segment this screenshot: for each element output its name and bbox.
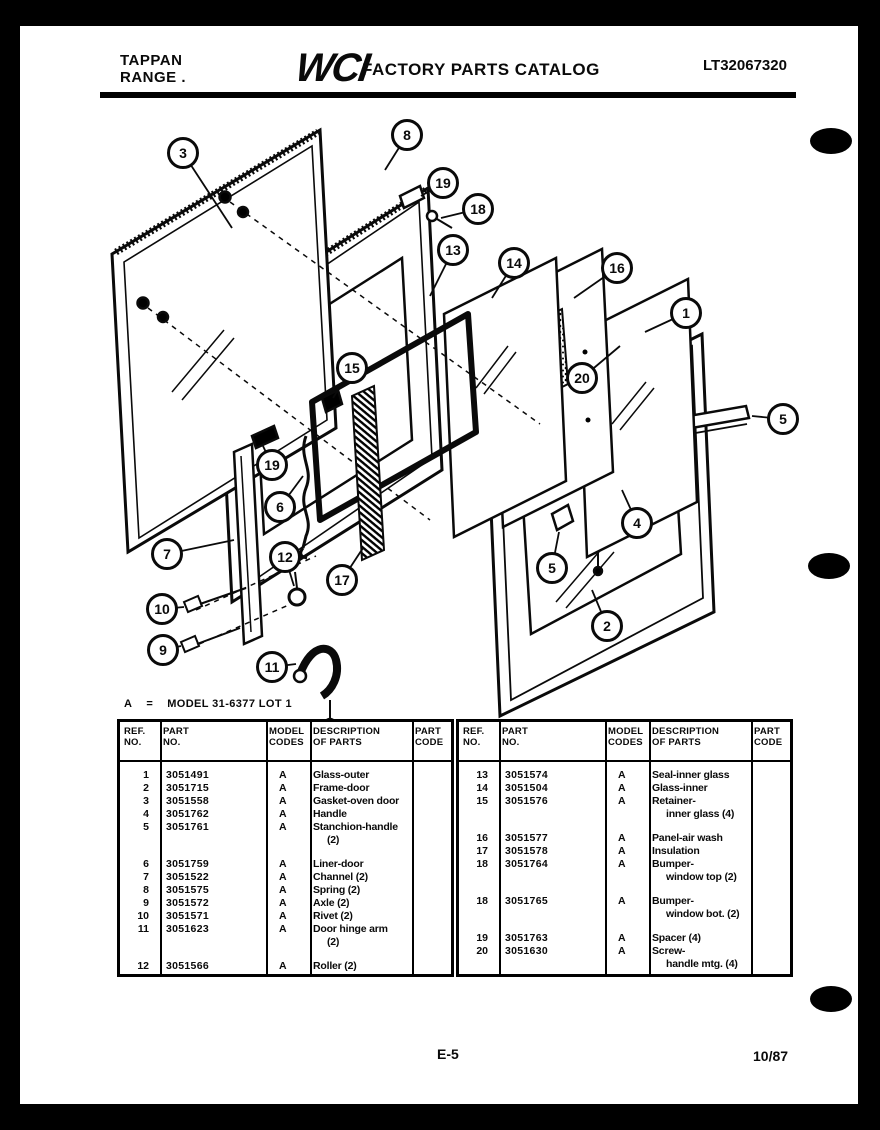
cell-description: Screw- handle mtg. (4) [652, 945, 738, 970]
brand-line2: RANGE . [120, 69, 187, 86]
table-row [120, 910, 451, 923]
scan-border-top [0, 0, 880, 26]
registration-mark [808, 553, 850, 579]
col-header-model: MODEL CODES [269, 726, 305, 748]
callout-7 [151, 538, 183, 570]
page-number: E-5 [437, 1046, 459, 1062]
table-row [120, 821, 451, 847]
cell-part-code [749, 782, 790, 795]
brand-name [120, 52, 186, 86]
cell-ref-no: 18 [476, 895, 488, 907]
cell-model-codes: A [618, 769, 626, 781]
cell-model-codes: A [618, 845, 626, 857]
callout-number: 20 [574, 370, 590, 386]
cell-ref-no: 20 [476, 945, 488, 957]
cell-part-no: 3051574 [505, 769, 548, 781]
cell-description: Spacer (4) [652, 932, 701, 944]
callout-2 [591, 610, 623, 642]
callout-5 [536, 552, 568, 584]
callout-number: 14 [506, 255, 522, 271]
cell-part-no: 3051765 [505, 895, 548, 907]
table-row [459, 782, 790, 795]
cell-part-no: 3051630 [505, 945, 548, 957]
cell-part-no: 3051764 [505, 858, 548, 870]
callout-6 [264, 491, 296, 523]
brand-line1: TAPPAN [120, 52, 183, 69]
callout-18 [462, 193, 494, 225]
callout-19 [256, 449, 288, 481]
table-row [459, 932, 790, 945]
callout-number: 19 [264, 457, 280, 473]
callout-number: 8 [403, 127, 411, 143]
table-row [120, 871, 451, 884]
document-number: LT32067320 [703, 57, 787, 74]
table-header-row [120, 722, 451, 760]
parts-table-right [456, 719, 793, 977]
cell-part-no: 3051578 [505, 845, 548, 857]
cell-part-code [410, 923, 451, 949]
table-row [459, 832, 790, 845]
cell-part-code [410, 884, 451, 897]
cell-ref-no: 13 [476, 769, 488, 781]
cell-part-no: 3051576 [505, 795, 548, 807]
cell-model-codes: A [279, 782, 287, 794]
cell-ref-no: 10 [137, 910, 149, 922]
callout-5 [767, 403, 799, 435]
cell-description: Channel (2) [313, 871, 368, 883]
col-header-part: PART NO. [163, 726, 189, 748]
cell-part-code [749, 858, 790, 884]
table-row [459, 845, 790, 858]
cell-part-code [749, 832, 790, 845]
cell-model-codes: A [279, 808, 287, 820]
cell-ref-no: 7 [143, 871, 149, 883]
cell-part-no: 3051763 [505, 932, 548, 944]
cell-part-no: 3051577 [505, 832, 548, 844]
cell-description: Insulation [652, 845, 700, 857]
cell-part-code [410, 795, 451, 808]
callout-number: 18 [470, 201, 486, 217]
registration-mark [810, 986, 852, 1012]
table-row [120, 769, 451, 782]
catalog-title: FACTORY PARTS CATALOG [362, 60, 600, 79]
cell-part-no: 3051575 [166, 884, 209, 896]
cell-part-code [410, 897, 451, 910]
cell-model-codes: A [279, 884, 287, 896]
callout-17 [326, 564, 358, 596]
cell-part-code [749, 895, 790, 921]
cell-ref-no: 9 [143, 897, 149, 909]
cell-part-no: 3051504 [505, 782, 548, 794]
col-header-desc: DESCRIPTION OF PARTS [313, 726, 381, 748]
cell-ref-no: 6 [143, 858, 149, 870]
col-header-code: PART CODE [754, 726, 783, 748]
model-note-eq: = [146, 698, 154, 710]
cell-part-no: 3051623 [166, 923, 209, 935]
cell-part-code [410, 858, 451, 871]
cell-ref-no: 11 [137, 923, 149, 935]
cell-model-codes: A [279, 769, 287, 781]
table-row [120, 923, 451, 949]
callout-number: 15 [344, 360, 360, 376]
cell-model-codes: A [618, 945, 626, 957]
cell-ref-no: 8 [143, 884, 149, 896]
cell-ref-no: 5 [143, 821, 149, 833]
cell-part-no: 3051572 [166, 897, 209, 909]
wci-logo: WCI [292, 46, 371, 90]
cell-description: Gasket-oven door [313, 795, 400, 807]
callout-13 [437, 234, 469, 266]
cell-part-code [410, 769, 451, 782]
parts-table-left [117, 719, 454, 977]
cell-description: Bumper- window top (2) [652, 858, 737, 883]
cell-description: Handle [313, 808, 347, 820]
cell-part-code [749, 769, 790, 782]
cell-ref-no: 16 [476, 832, 488, 844]
cell-model-codes: A [279, 858, 287, 870]
registration-mark [810, 128, 852, 154]
cell-description: Bumper- window bot. (2) [652, 895, 740, 920]
table-row [120, 858, 451, 871]
table-row [120, 884, 451, 897]
callout-16 [601, 252, 633, 284]
cell-part-no: 3051566 [166, 960, 209, 972]
model-note [124, 698, 306, 710]
callout-number: 2 [603, 618, 611, 634]
cell-model-codes: A [618, 795, 626, 807]
cell-model-codes: A [279, 897, 287, 909]
cell-part-code [749, 845, 790, 858]
cell-model-codes: A [279, 960, 287, 972]
cell-part-no: 3051715 [166, 782, 209, 794]
cell-part-code [410, 871, 451, 884]
table-row [459, 769, 790, 782]
cell-model-codes: A [618, 895, 626, 907]
callout-number: 19 [435, 175, 451, 191]
col-header-part: PART NO. [502, 726, 528, 748]
cell-description: Door hinge arm (2) [313, 923, 388, 948]
callout-number: 3 [179, 145, 187, 161]
callout-number: 13 [445, 242, 461, 258]
col-header-model: MODEL CODES [608, 726, 644, 748]
callout-1 [670, 297, 702, 329]
cell-part-code [749, 795, 790, 821]
cell-description: Glass-inner [652, 782, 708, 794]
cell-part-no: 3051522 [166, 871, 209, 883]
callout-number: 6 [276, 499, 284, 515]
callout-19 [427, 167, 459, 199]
col-header-desc: DESCRIPTION OF PARTS [652, 726, 720, 748]
callout-number: 12 [277, 549, 293, 565]
callout-number: 5 [548, 560, 556, 576]
callout-number: 4 [633, 515, 641, 531]
cell-part-code [410, 960, 451, 973]
cell-ref-no: 2 [143, 782, 149, 794]
table-row [459, 895, 790, 921]
cell-model-codes: A [618, 832, 626, 844]
cell-part-no: 3051571 [166, 910, 209, 922]
col-header-ref: REF. NO. [463, 726, 485, 748]
callout-number: 5 [779, 411, 787, 427]
table-row [459, 945, 790, 971]
cell-description: Roller (2) [313, 960, 357, 972]
cell-description: Liner-door [313, 858, 364, 870]
callout-number: 7 [163, 546, 171, 562]
table-row [120, 960, 451, 973]
table-body-right [459, 760, 790, 971]
cell-ref-no: 19 [476, 932, 488, 944]
table-row [459, 795, 790, 821]
cell-ref-no: 4 [143, 808, 149, 820]
callout-9 [147, 634, 179, 666]
cell-description: Retainer- inner glass (4) [652, 795, 735, 820]
cell-part-no: 3051761 [166, 821, 209, 833]
model-note-text: MODEL 31-6377 LOT 1 [167, 698, 292, 710]
cell-part-no: 3051491 [166, 769, 209, 781]
callout-number: 11 [264, 659, 280, 675]
cell-ref-no: 12 [137, 960, 149, 972]
cell-description: Rivet (2) [313, 910, 353, 922]
cell-part-code [410, 782, 451, 795]
scan-border-left [0, 0, 20, 1130]
cell-model-codes: A [618, 932, 626, 944]
cell-description: Seal-inner glass [652, 769, 730, 781]
callout-3 [167, 137, 199, 169]
cell-model-codes: A [279, 821, 287, 833]
cell-part-code [410, 910, 451, 923]
cell-ref-no: 1 [143, 769, 149, 781]
cell-part-code [410, 821, 451, 847]
callout-8 [391, 119, 423, 151]
scan-border-right [858, 0, 880, 1130]
cell-model-codes: A [279, 910, 287, 922]
callout-number: 17 [334, 572, 350, 588]
cell-part-code [749, 932, 790, 945]
header-rule [100, 92, 796, 98]
scan-border-bottom [0, 1104, 880, 1130]
cell-ref-no: 15 [476, 795, 488, 807]
cell-part-no: 3051558 [166, 795, 209, 807]
callout-15 [336, 352, 368, 384]
cell-ref-no: 17 [476, 845, 488, 857]
cell-description: Spring (2) [313, 884, 360, 896]
cell-description: Stanchion-handle (2) [313, 821, 398, 846]
callout-number: 1 [682, 305, 690, 321]
callout-11 [256, 651, 288, 683]
cell-model-codes: A [279, 871, 287, 883]
cell-part-code [410, 808, 451, 821]
callout-number: 10 [154, 601, 170, 617]
cell-part-no: 3051759 [166, 858, 209, 870]
col-header-ref: REF. NO. [124, 726, 146, 748]
callout-number: 16 [609, 260, 625, 276]
table-row [120, 897, 451, 910]
table-body-left [120, 760, 451, 973]
col-header-code: PART CODE [415, 726, 444, 748]
cell-ref-no: 14 [476, 782, 488, 794]
cell-ref-no: 18 [476, 858, 488, 870]
table-header-row [459, 722, 790, 760]
footer-date: 10/87 [753, 1048, 789, 1064]
table-row [120, 808, 451, 821]
parts-table [117, 719, 793, 977]
cell-model-codes: A [618, 782, 626, 794]
cell-model-codes: A [618, 858, 626, 870]
callout-12 [269, 541, 301, 573]
callout-20 [566, 362, 598, 394]
table-row [459, 858, 790, 884]
cell-description: Panel-air wash [652, 832, 723, 844]
cell-model-codes: A [279, 795, 287, 807]
model-note-label: A [124, 698, 133, 710]
callout-4 [621, 507, 653, 539]
cell-part-no: 3051762 [166, 808, 209, 820]
callout-10 [146, 593, 178, 625]
cell-model-codes: A [279, 923, 287, 935]
cell-description: Glass-outer [313, 769, 370, 781]
table-row [120, 795, 451, 808]
cell-ref-no: 3 [143, 795, 149, 807]
callout-14 [498, 247, 530, 279]
table-row [120, 782, 451, 795]
cell-part-code [749, 945, 790, 971]
cell-description: Frame-door [313, 782, 370, 794]
callout-number: 9 [159, 642, 167, 658]
cell-description: Axle (2) [313, 897, 350, 909]
